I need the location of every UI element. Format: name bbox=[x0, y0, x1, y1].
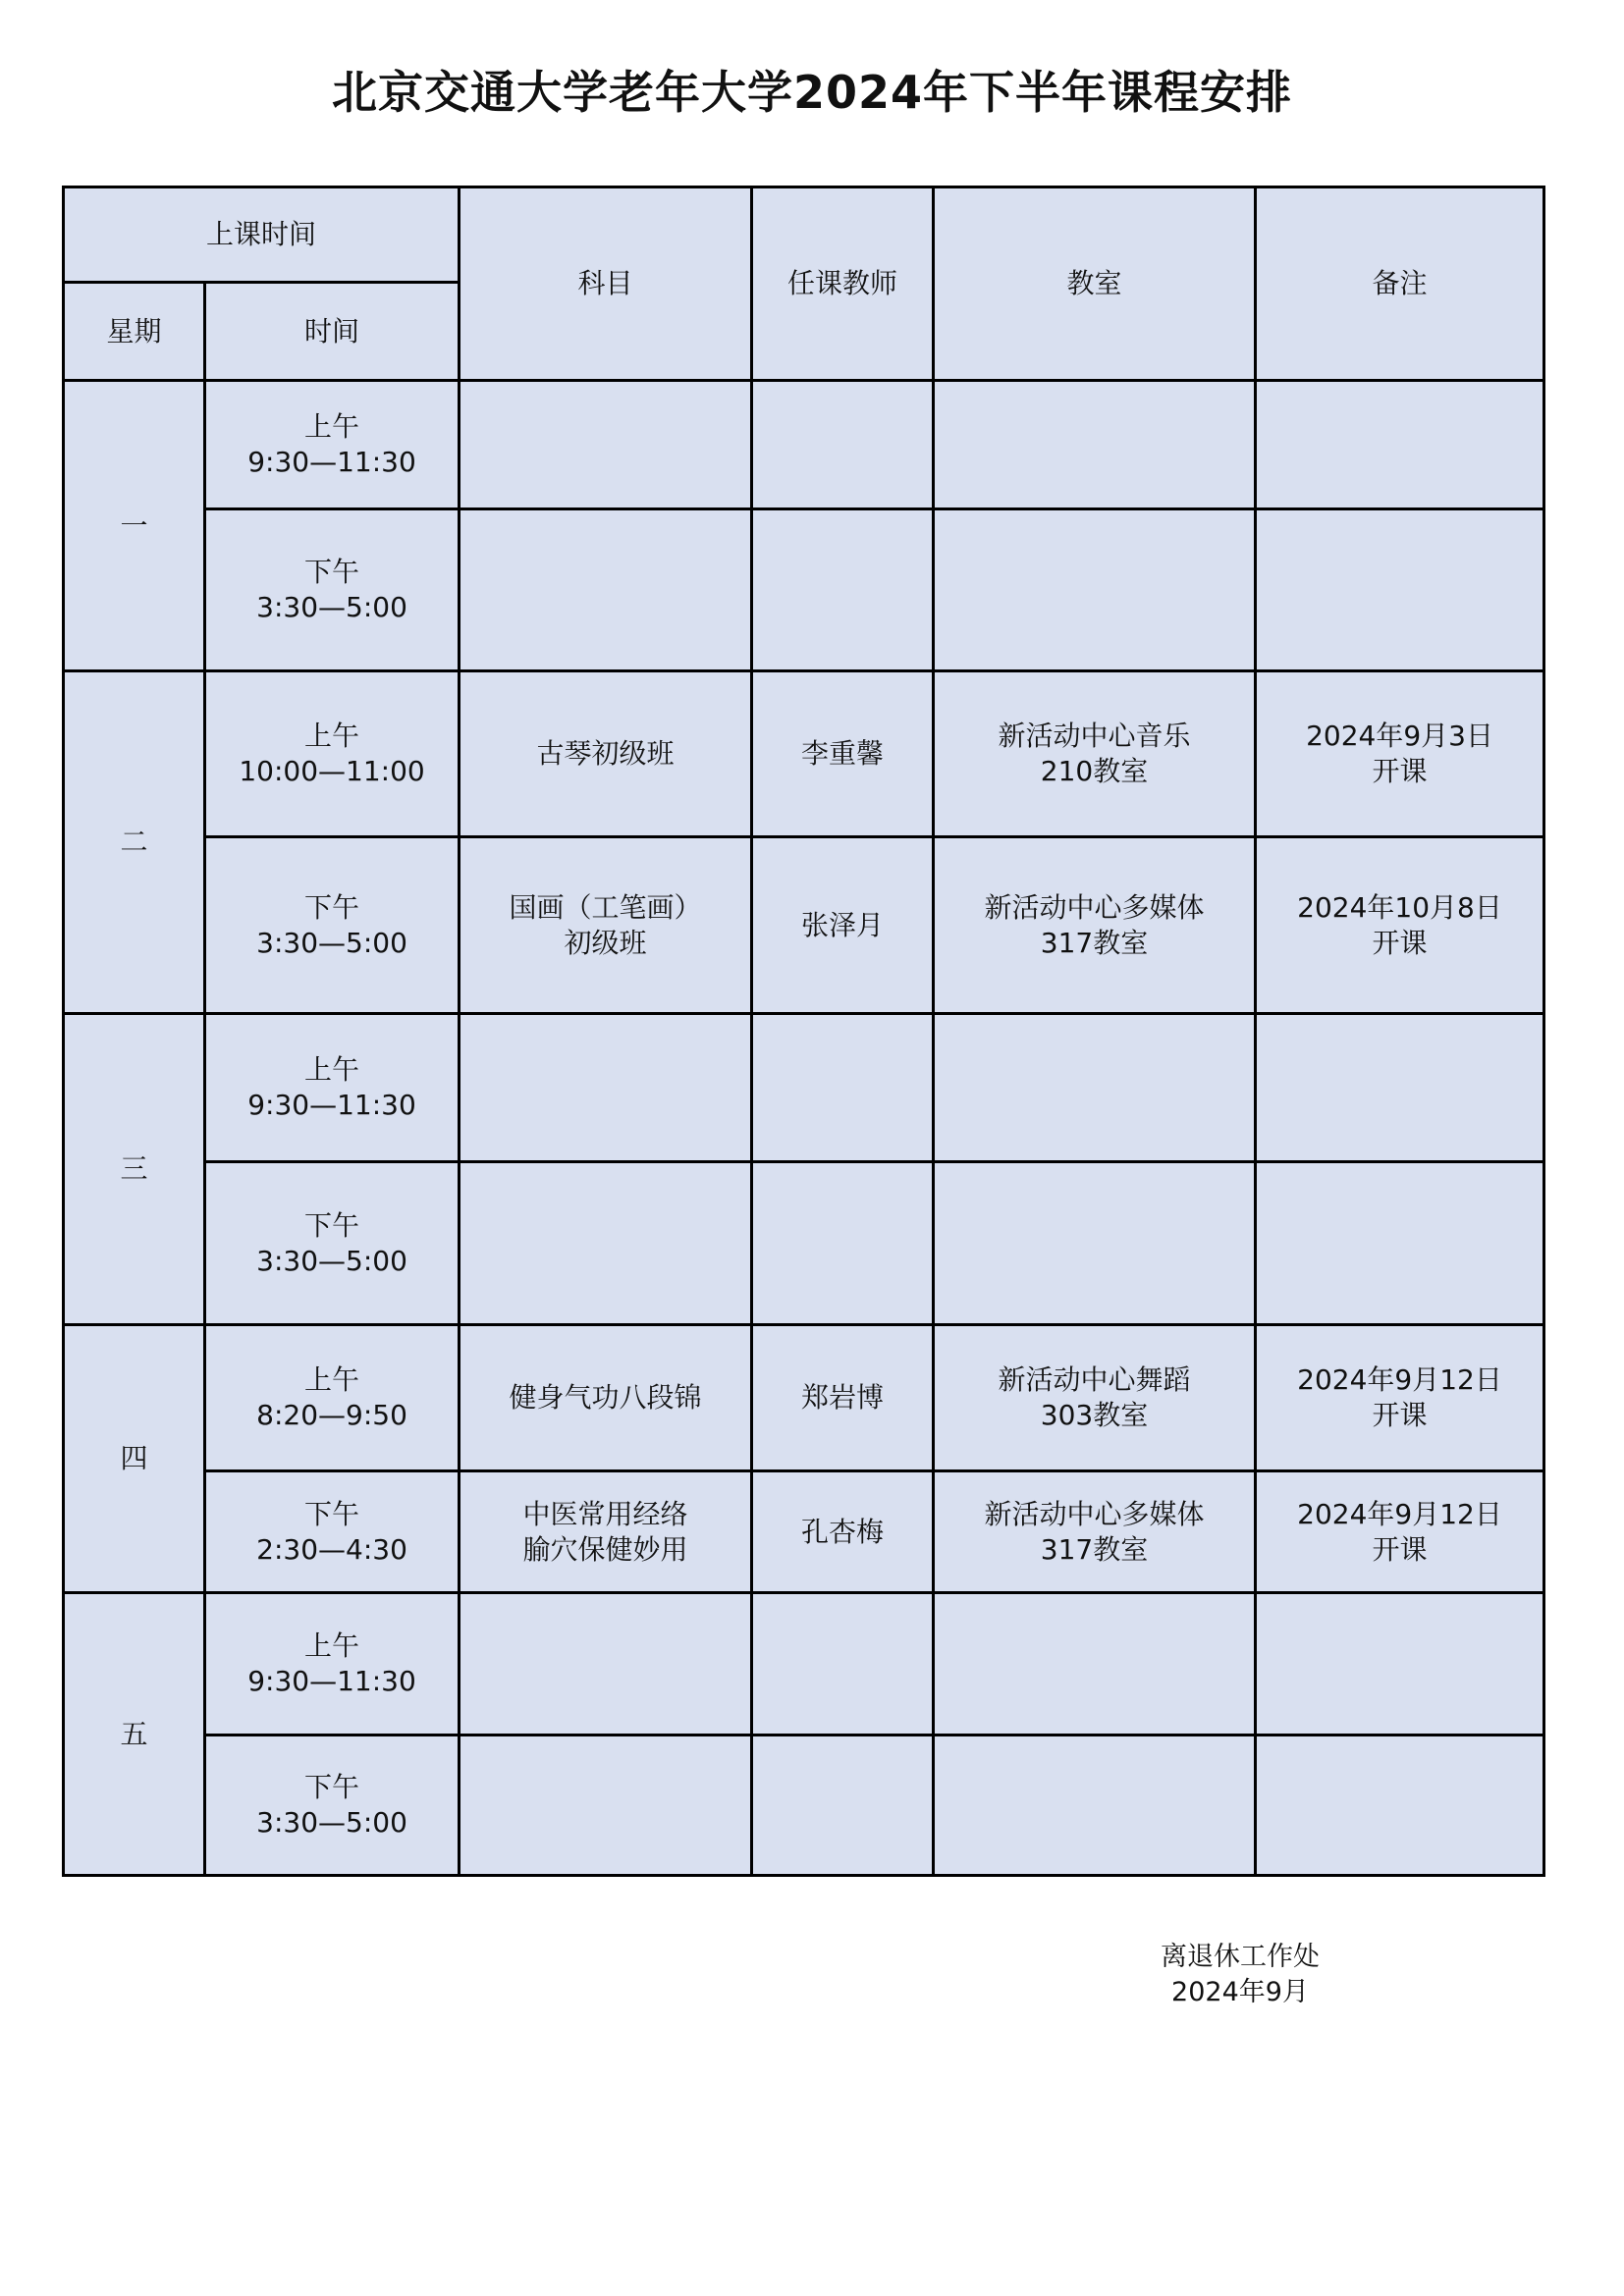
teacher-cell: 张泽月 bbox=[752, 837, 934, 1014]
subject-cell bbox=[460, 1162, 752, 1325]
period-label: 上午 bbox=[304, 1629, 360, 1662]
header-time: 时间 bbox=[205, 283, 460, 381]
header-classroom: 教室 bbox=[934, 187, 1256, 381]
time-range: 9:30—11:30 bbox=[247, 1665, 416, 1697]
remarks-cell bbox=[1256, 1325, 1544, 1471]
subject-line: 腧穴保健妙用 bbox=[522, 1532, 688, 1566]
time-cell bbox=[205, 1162, 460, 1325]
time-cell bbox=[205, 1471, 460, 1593]
time-range: 10:00—11:00 bbox=[239, 755, 425, 787]
time-cell bbox=[205, 1735, 460, 1876]
time-range: 3:30—5:00 bbox=[256, 926, 407, 959]
subject-cell bbox=[460, 1471, 752, 1593]
teacher-cell bbox=[752, 381, 934, 509]
remarks-cell bbox=[1256, 671, 1544, 837]
header-teacher: 任课教师 bbox=[752, 187, 934, 381]
period-label: 下午 bbox=[304, 1208, 360, 1242]
weekday-cell: 二 bbox=[64, 671, 205, 1014]
remarks-line: 开课 bbox=[1372, 1532, 1428, 1566]
period-label: 上午 bbox=[304, 410, 360, 443]
classroom-line: 317教室 bbox=[1040, 1532, 1149, 1566]
course-schedule-table bbox=[62, 186, 1545, 1877]
remarks-line: 开课 bbox=[1372, 926, 1428, 959]
classroom-cell bbox=[934, 1471, 1256, 1593]
time-cell bbox=[205, 1325, 460, 1471]
time-range: 9:30—11:30 bbox=[247, 446, 416, 478]
period-label: 上午 bbox=[304, 1053, 360, 1086]
time-range: 3:30—5:00 bbox=[256, 1244, 407, 1277]
table-row bbox=[64, 1014, 1544, 1162]
table-row bbox=[64, 837, 1544, 1014]
classroom-cell bbox=[934, 1162, 1256, 1325]
time-cell bbox=[205, 1593, 460, 1735]
header-class-time: 上课时间 bbox=[64, 187, 460, 283]
remarks-cell bbox=[1256, 1593, 1544, 1735]
footer-date: 2024年9月 bbox=[1171, 1977, 1309, 2007]
remarks-cell bbox=[1256, 1735, 1544, 1876]
weekday-cell: 四 bbox=[64, 1325, 205, 1593]
office-name: 离退休工作处 bbox=[1161, 1942, 1320, 1972]
remarks-cell bbox=[1256, 1471, 1544, 1593]
remarks-line: 开课 bbox=[1372, 755, 1428, 787]
remarks-line: 2024年9月12日 bbox=[1297, 1363, 1502, 1396]
teacher-cell: 李重馨 bbox=[752, 671, 934, 837]
remarks-line: 2024年9月3日 bbox=[1306, 720, 1493, 752]
period-label: 下午 bbox=[304, 1497, 360, 1530]
remarks-cell bbox=[1256, 1014, 1544, 1162]
classroom-cell bbox=[934, 837, 1256, 1014]
period-label: 上午 bbox=[304, 720, 360, 752]
weekday-cell: 五 bbox=[64, 1593, 205, 1876]
time-cell bbox=[205, 381, 460, 509]
classroom-line: 210教室 bbox=[1040, 755, 1149, 787]
teacher-cell: 郑岩博 bbox=[752, 1325, 934, 1471]
weekday-cell: 三 bbox=[64, 1014, 205, 1325]
classroom-cell bbox=[934, 509, 1256, 671]
subject-line: 健身气功八段锦 bbox=[509, 1381, 702, 1414]
header-remarks: 备注 bbox=[1256, 187, 1544, 381]
table-row bbox=[64, 1471, 1544, 1593]
time-cell bbox=[205, 1014, 460, 1162]
subject-cell bbox=[460, 381, 752, 509]
remarks-line: 2024年10月8日 bbox=[1297, 890, 1502, 924]
classroom-cell bbox=[934, 381, 1256, 509]
period-label: 下午 bbox=[304, 1771, 360, 1803]
table-row bbox=[64, 1162, 1544, 1325]
header-weekday: 星期 bbox=[64, 283, 205, 381]
page-title: 北京交通大学老年大学2024年下半年课程安排 bbox=[331, 66, 1293, 119]
classroom-line: 新活动中心音乐 bbox=[998, 720, 1191, 752]
weekday-cell: 一 bbox=[64, 381, 205, 671]
subject-cell bbox=[460, 1325, 752, 1471]
table-row bbox=[64, 1735, 1544, 1876]
subject-cell bbox=[460, 837, 752, 1014]
table-row bbox=[64, 671, 1544, 837]
time-cell bbox=[205, 509, 460, 671]
teacher-cell bbox=[752, 509, 934, 671]
remarks-cell bbox=[1256, 381, 1544, 509]
time-range: 2:30—4:30 bbox=[256, 1532, 407, 1566]
classroom-cell bbox=[934, 1014, 1256, 1162]
table-row bbox=[64, 1325, 1544, 1471]
period-label: 上午 bbox=[304, 1363, 360, 1396]
time-range: 3:30—5:00 bbox=[256, 1806, 407, 1839]
classroom-cell bbox=[934, 671, 1256, 837]
time-range: 9:30—11:30 bbox=[247, 1089, 416, 1121]
time-range: 8:20—9:50 bbox=[256, 1399, 407, 1431]
subject-line: 古琴初级班 bbox=[536, 737, 675, 770]
time-cell bbox=[205, 837, 460, 1014]
classroom-cell bbox=[934, 1735, 1256, 1876]
remarks-cell bbox=[1256, 509, 1544, 671]
teacher-cell: 孔杏梅 bbox=[752, 1471, 934, 1593]
classroom-line: 新活动中心多媒体 bbox=[984, 890, 1205, 924]
classroom-line: 317教室 bbox=[1040, 926, 1149, 959]
classroom-line: 新活动中心舞蹈 bbox=[998, 1363, 1191, 1396]
remarks-cell bbox=[1256, 1162, 1544, 1325]
classroom-line: 303教室 bbox=[1040, 1399, 1149, 1431]
classroom-cell bbox=[934, 1593, 1256, 1735]
subject-line: 国画（工笔画） bbox=[509, 890, 702, 924]
time-range: 3:30—5:00 bbox=[256, 591, 407, 623]
table-row bbox=[64, 381, 1544, 509]
classroom-cell bbox=[934, 1325, 1256, 1471]
teacher-cell bbox=[752, 1735, 934, 1876]
teacher-cell bbox=[752, 1593, 934, 1735]
remarks-cell bbox=[1256, 837, 1544, 1014]
teacher-cell bbox=[752, 1014, 934, 1162]
subject-line: 初级班 bbox=[564, 926, 647, 959]
subject-cell bbox=[460, 1735, 752, 1876]
subject-cell bbox=[460, 1593, 752, 1735]
remarks-line: 开课 bbox=[1372, 1399, 1428, 1431]
period-label: 下午 bbox=[304, 556, 360, 588]
period-label: 下午 bbox=[304, 890, 360, 924]
teacher-cell bbox=[752, 1162, 934, 1325]
subject-cell bbox=[460, 1014, 752, 1162]
table-row bbox=[64, 509, 1544, 671]
time-cell bbox=[205, 671, 460, 837]
table-row bbox=[64, 1593, 1544, 1735]
remarks-line: 2024年9月12日 bbox=[1297, 1497, 1502, 1530]
subject-line: 中医常用经络 bbox=[522, 1497, 688, 1530]
footer-signature bbox=[1142, 1940, 1338, 2010]
classroom-line: 新活动中心多媒体 bbox=[984, 1497, 1205, 1530]
subject-cell bbox=[460, 509, 752, 671]
subject-cell bbox=[460, 671, 752, 837]
header-subject: 科目 bbox=[460, 187, 752, 381]
